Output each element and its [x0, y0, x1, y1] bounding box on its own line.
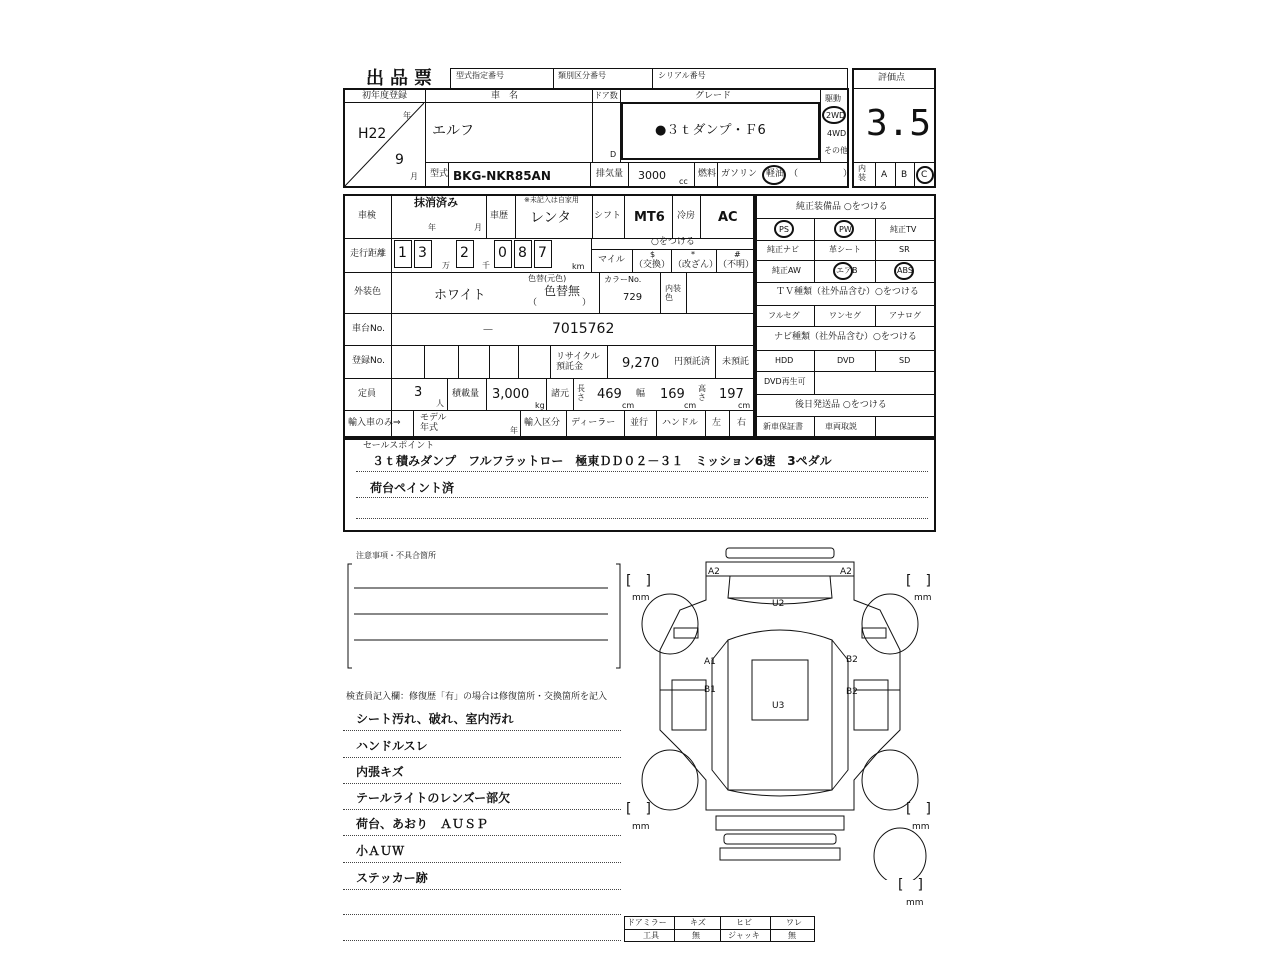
sales-line-1: ３ｔ積みダンプ フルフラットロー 極東ＤＤ０２－３１ ミッション6速 3ペダル [372, 454, 832, 468]
model-value: BKG-NKR85AN [453, 169, 551, 183]
notes-bracket [344, 558, 624, 674]
chassis-no: 7015762 [552, 321, 615, 337]
mileage-opt-exchange-sym: $ [650, 250, 656, 259]
later-manual: 車両取説 [825, 422, 857, 431]
mileage-digit-2: 3 [418, 245, 427, 261]
legend-header-break: ワレ [786, 918, 802, 927]
type-designation-label: 型式指定番号 [456, 71, 504, 80]
year-era: H22 [358, 126, 387, 142]
color-value: ホワイト [434, 288, 486, 303]
reg-label: 登録No. [352, 356, 385, 366]
height-value: 197 [719, 387, 744, 402]
diagram-label-b1: B1 [704, 685, 716, 695]
inspection-value: 抹消済み [414, 196, 458, 209]
capacity-unit: 人 [436, 399, 444, 408]
length-label: 長さ [577, 384, 585, 402]
form-title: 出品票 [366, 68, 438, 89]
recycle-value: 9,270 [622, 356, 660, 371]
fuel-label: 燃料 [698, 169, 717, 179]
equip-pw-circle [834, 220, 854, 238]
ac-value: AC [718, 210, 738, 225]
steering-label: ハンドル [662, 418, 699, 428]
steering-left: 左 [712, 418, 722, 428]
mileage-opt-exchange: （交換） [634, 260, 671, 270]
model-year-label: モデル年式 [420, 413, 447, 433]
fuel-diesel: 軽油 [766, 169, 785, 179]
tire-unit-rr: mm [912, 822, 930, 832]
diagram-label-a1: A1 [704, 657, 716, 667]
navi-dvd: DVD [837, 356, 855, 365]
dvd-play: DVD再生可 [764, 377, 806, 386]
mileage-sen: 千 [482, 261, 490, 270]
import-dealer: ディーラー [571, 418, 616, 428]
legend-header-crack: ヒビ [736, 918, 752, 927]
mileage-opt-tamper: （改ざん） [673, 260, 719, 270]
import-parallel: 並行 [630, 418, 649, 428]
drive-other: その他 [824, 146, 848, 155]
diagram-label-u3: U3 [772, 701, 785, 711]
navi-sd: SD [899, 356, 911, 365]
tv-title: ＴＶ種類（社外品含む）○をつける [776, 287, 919, 297]
mileage-opt-tamper-sym: * [691, 250, 695, 259]
width-label: 幅 [636, 389, 646, 399]
category-label: 類別区分番号 [558, 71, 606, 80]
mileage-opt-unknown-sym: # [734, 250, 741, 259]
length-value: 469 [597, 387, 622, 402]
repaint-label: 色替(元色) [528, 274, 567, 283]
grade-label: グレード [695, 91, 732, 101]
equip-pw: PW [839, 225, 852, 234]
drive-2wd-circle [822, 106, 846, 124]
import-cat-label: 輸入区分 [524, 418, 561, 428]
legend-header-mirror: ドアミラー [627, 918, 667, 927]
equip-abs: ABS [897, 266, 913, 275]
tire-bracket-rl: [ ] [626, 801, 651, 817]
repaint-paren: （ ） [528, 298, 592, 308]
mileage-opt-mile: マイル [598, 255, 625, 265]
car-name: エルフ [432, 123, 474, 139]
drive-4wd: 4WD [827, 129, 847, 138]
diagram-label-b2-upper: B2 [846, 655, 858, 665]
repaint-value: 色替無 [544, 284, 581, 298]
mileage-digit-5: 8 [518, 245, 527, 261]
fuel-gas: ガソリン [721, 169, 758, 179]
dims-label: 諸元 [551, 389, 570, 399]
door-unit: D [610, 150, 617, 159]
sales-label: セールスポイント [363, 441, 435, 451]
interior-b: B [901, 170, 908, 180]
note-item-7: ステッカー跡 [356, 871, 428, 885]
length-unit: cm [622, 401, 635, 410]
interior-c: C [921, 170, 928, 180]
equip-sr: SR [899, 245, 910, 254]
history-label: 車歴 [490, 211, 509, 221]
diagram-label-a2-right: A2 [840, 567, 852, 577]
tire-unit-fr: mm [914, 593, 932, 603]
inspection-month: 月 [474, 223, 482, 232]
fuel-paren: （ ） [789, 169, 853, 179]
diagram-label-a2-left: A2 [708, 567, 720, 577]
int-color-label: 内装色 [665, 284, 681, 302]
mileage-man: 万 [442, 261, 450, 270]
navi-title: ナビ種類（社外品含む）○をつける [774, 332, 917, 342]
inspection-label: 車検 [358, 211, 377, 221]
note-item-1: シート汚れ、破れ、室内汚れ [356, 712, 514, 726]
equip-ps-circle [774, 220, 794, 238]
mileage-opt-unknown: （不明） [718, 260, 755, 270]
first-reg-label: 初年度登録 [362, 91, 408, 101]
tire-unit-rl: mm [632, 822, 650, 832]
tire-bracket-fl: [ ] [626, 573, 651, 589]
equip-airbag-circle [833, 262, 853, 280]
mileage-digit-4: 0 [498, 245, 507, 261]
width-unit: cm [684, 401, 697, 410]
name-label: 車 名 [491, 91, 519, 101]
equip-title: 純正装備品 ○をつける [796, 202, 888, 212]
color-no: 729 [623, 292, 643, 303]
height-label: 高さ [698, 384, 706, 402]
legend-value-tools: 工具 [643, 931, 659, 940]
capacity-value: 3 [414, 385, 423, 400]
legend-header-scratch: キズ [690, 918, 706, 927]
equip-tv: 純正TV [890, 225, 917, 234]
recycle-paid: 円預託済 [674, 357, 711, 367]
equip-abs-circle [894, 262, 914, 280]
recycle-label: リサイクル預託金 [556, 352, 600, 372]
fuel-diesel-circle [762, 165, 786, 185]
equip-airbag: エアB [836, 266, 858, 275]
history-note: ※未記入は自家用 [524, 196, 579, 204]
displacement-unit: cc [679, 177, 688, 186]
score-value: 3.5 [866, 103, 932, 144]
navi-hdd: HDD [775, 356, 794, 365]
equip-navi: 純正ナビ [767, 245, 799, 254]
tv-oneseg: ワンセグ [829, 311, 861, 320]
diagram-label-b2-lower: B2 [846, 687, 858, 697]
drive-2wd: 2WD [826, 111, 846, 120]
ac-label: 冷房 [677, 211, 696, 221]
equip-ps: PS [779, 225, 789, 234]
interior-c-circle [916, 166, 934, 184]
serial-label: シリアル番号 [658, 71, 706, 80]
model-year-unit: 年 [510, 426, 518, 435]
mileage-unit: km [572, 262, 585, 271]
tv-analog: アナログ [889, 311, 921, 320]
year-unit: 年 [403, 111, 411, 120]
shift-value: MT6 [634, 210, 665, 225]
capacity-label: 定員 [358, 389, 377, 399]
recycle-unpaid: 未預託 [722, 357, 750, 367]
note-item-2: ハンドルスレ [356, 739, 428, 753]
tire-unit-spare: mm [906, 898, 924, 908]
legend-value-jack: ジャッキ [728, 931, 760, 940]
tire-bracket-rr: [ ] [906, 801, 931, 817]
equip-leather: 革シート [829, 245, 861, 254]
note-item-4: テールライトのレンズー部欠 [356, 791, 511, 805]
mileage-digit-1: 1 [398, 245, 407, 261]
color-no-label: カラーNo. [604, 275, 642, 284]
tire-bracket-fr: [ ] [906, 573, 931, 589]
month-value: 9 [395, 152, 404, 168]
interior-label: 内装 [858, 164, 866, 182]
door-label: ドア数 [594, 91, 618, 100]
inspection-year: 年 [428, 223, 436, 232]
shift-label: シフト [594, 211, 622, 221]
color-label: 外装色 [354, 287, 382, 297]
height-unit: cm [738, 401, 751, 410]
note-item-5: 荷台、あおり ＡＵＳＰ [356, 817, 489, 831]
later-title: 後日発送品 ○をつける [795, 400, 887, 410]
vehicle-damage-diagram [620, 540, 940, 880]
month-unit: 月 [410, 172, 418, 181]
later-warranty: 新車保証書 [763, 422, 803, 431]
mileage-note: ○をつける [651, 237, 695, 247]
steering-right: 右 [737, 418, 747, 428]
displacement-value: 3000 [638, 169, 666, 182]
mileage-digit-6: 7 [538, 245, 547, 261]
drive-label: 駆動 [825, 94, 841, 103]
tire-unit-fl: mm [632, 593, 650, 603]
equip-aw: 純正AW [772, 266, 801, 275]
tire-bracket-spare: [ ] [898, 877, 923, 893]
inspector-label: 検査員記入欄：修復歴「有」の場合は修復箇所・交換箇所を記入 [346, 692, 608, 702]
interior-a: A [881, 170, 888, 180]
mileage-digit-3: 2 [460, 245, 469, 261]
load-unit: kg [535, 401, 545, 410]
chassis-label: 車台No. [352, 324, 385, 334]
note-item-6: 小ＡＵＷ [356, 844, 405, 858]
mileage-label: 走行距離 [350, 249, 387, 259]
note-item-3: 内張キズ [356, 765, 404, 779]
load-value: 3,000 [492, 387, 530, 402]
grade-value: ●３ｔダンプ・Ｆ6 [655, 123, 766, 138]
displacement-label: 排気量 [596, 169, 624, 179]
tv-fullseg: フルセグ [768, 311, 800, 320]
chassis-dash: － [482, 323, 495, 337]
width-value: 169 [660, 387, 685, 402]
header-id-box [450, 68, 848, 90]
notes-label: 注意事項・不具合箇所 [356, 551, 436, 560]
sales-line-2: 荷台ペイント済 [370, 481, 455, 495]
load-label: 積載量 [452, 389, 480, 399]
history-value: レンタ [530, 210, 572, 226]
score-label: 評価点 [878, 73, 906, 83]
model-label: 型式 [430, 169, 449, 179]
legend-value-none-2: 無 [788, 931, 796, 940]
diagram-label-u2: U2 [772, 599, 785, 609]
import-label: 輸入車のみ⇒ [348, 418, 401, 428]
legend-value-none-1: 無 [692, 931, 700, 940]
